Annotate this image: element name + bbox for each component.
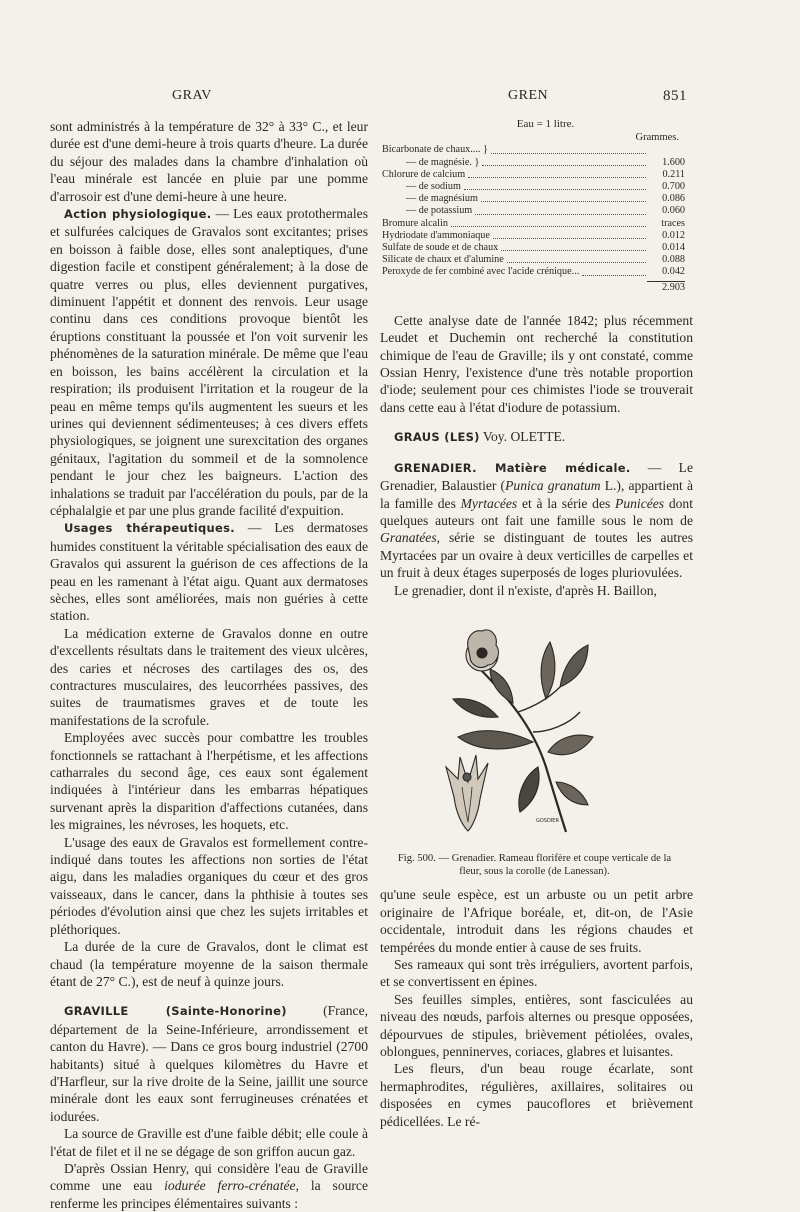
entry-heading-graus: GRAUS (LES) — [394, 430, 480, 445]
paragraph-baillon: Le grenadier, dont il n'existe, d'après H. Baillon, — [394, 582, 657, 598]
paragraph-analyse-1842: Cette analyse date de l'année 1842; plus récemment Leudet et Duchemin ont recherché la constitution chimique de l'eau de Graville; ils y ont constaté, comme Ossian Henry, l'existence d'une très notable proportion d'iode; seulement pour ces chimistes l'iode se trouverait dans cette eau à l'état d'iodure de potassium. — [380, 312, 693, 415]
table-row — [382, 205, 685, 217]
compound-name: Bicarbonate de chaux.... } — [382, 144, 488, 156]
table-row — [382, 193, 685, 205]
compound-name: Sulfate de soude et de chaux — [382, 242, 499, 254]
right-column — [380, 118, 693, 1130]
compound-value: 0.042 — [662, 266, 685, 278]
leader-dots — [481, 201, 646, 202]
leader-dots — [475, 214, 646, 215]
leader-dots — [464, 189, 646, 190]
grenadier-latin: Punica granatum — [505, 478, 601, 494]
grenadier-granatees: Granatées — [380, 530, 437, 546]
entry-heading-graville: GRAVILLE (Sainte-Honorine) — [64, 1004, 287, 1019]
compound-value: traces — [661, 217, 685, 229]
table-row — [382, 254, 685, 266]
compound-name: Peroxyde de fer combiné avec l'acide crénique... — [382, 266, 580, 278]
section-heading-action: Action physiologique. — [64, 207, 212, 222]
paragraph-duree-cure: La durée de la cure de Gravalos, dont le climat est chaud (la température moyenne de la saison thermale étant de 27° C.), est de neuf à quinze jours. — [50, 939, 368, 989]
paragraph-employees: Employées avec succès pour combattre les troubles fonctionnels se rattachant à l'herpétisme, et les affections catharrales du second âge, ces eaux sont également indiquées à l'intérieur dans les embarras hépatiques survenant après la disparition d'affections cutanées, dans les migraines, les névroses, les hoquets, etc. — [50, 730, 368, 833]
leader-dots — [582, 275, 646, 276]
paragraph-feuilles: Ses feuilles simples, entières, sont fasciculées au niveau des nœuds, parfois alternes ou presque opposées, dépourvues de stipules, brièvement pétiolées, ovales, oblongues, penninerves, coriaces, glabres et luisantes. — [380, 991, 693, 1059]
paragraph-rameaux: Ses rameaux qui sont très irréguliers, avortent parfois, et se convertissent en épines. — [380, 956, 693, 990]
table-row — [382, 144, 685, 156]
compound-name: Hydriodate d'ammoniaque — [382, 229, 490, 241]
leader-dots — [501, 250, 646, 251]
grenadier-text-a: — Le Grenadier, Balaustier ( — [380, 459, 693, 494]
section-heading-usages: Usages thérapeutiques. — [64, 521, 235, 536]
grenadier-text-e: , série se distinguant de toutes les autres Myrtacées par un ovaire à deux verticilles de carpelles et un fruit à deux étages superposés de loges pluriovulées. — [380, 530, 693, 581]
table-unit: Grammes. — [635, 132, 679, 144]
paragraph-fleurs: Les fleurs, d'un beau rouge écarlate, sont hermaphrodites, régulières, axillaires, solitaires ou disposées en cymes paucoflores et brièvement pédicellées. Le ré- — [380, 1061, 693, 1129]
compound-name: Bromure alcalin — [382, 217, 448, 229]
paragraph-medication-externe: La médication externe de Gravalos donne en outre d'excellents résultats dans le traitement des vieux ulcères, des caries et nécroses des cartilages des os, des contractures musculaires, des leucorrhées passives, des suites de traumatismes graves et de toute les manifestations de la scrofule. — [50, 625, 368, 728]
mineral-analysis-table — [382, 118, 685, 294]
paragraph-contre-indications: L'usage des eaux de Gravalos est formellement contre-indiqué dans toutes les affections non sorties de l'état aigu, dans les maladies organiques du cœur et des gros vaisseaux, dans le cancer, dans la phthisie à toutes ses périodes d'évolution ainsi que chez les sujets irritables et pléthoriques. — [50, 834, 368, 937]
graville-text: (France, département de la Seine-Inférieure, arrondissement et canton du Havre). — Dans ce gros bourg industriel (2700 habitants) situé à quelques kilomètres du Havre et d'Harfleur, sur la rive droite de la Seine, jaillit une source minérale dont les eaux sont ferrugineuses crénatées et iodurées. — [50, 1003, 368, 1124]
graus-text: Voy. OLETTE. — [479, 429, 566, 445]
table-row — [382, 169, 685, 181]
entry-heading-grenadier: GRENADIER. Matière médicale. — [394, 460, 631, 475]
paragraph-inhalation: sont administrés à la température de 32° à 33° C., et leur durée est d'une demi-heure à trois quarts d'heure. La durée du séjour des malades dans la chambre d'inhalation où l'eau minérale est lancée en pluie par une pomme d'arrosoir est d'une demi-heure à une heure. — [50, 119, 368, 204]
paragraph-source-graville: La source de Graville est d'une faible débit; elle coule à l'état de filet et il ne se dégage de son griffon aucun gaz. — [50, 1126, 368, 1159]
running-head-left: GRAV — [172, 88, 212, 103]
figure-grenadier — [380, 607, 693, 878]
compound-name: — de magnésie. } — [406, 156, 480, 168]
grenadier-text-d: dont quelques auteurs ont fait une famille sous le nom de — [380, 495, 694, 528]
figure-caption: Fig. 500. — Grenadier. Rameau florifère et coupe verticale de la fleur, sous la corolle (de Lanessan). — [397, 853, 672, 877]
table-row — [382, 181, 685, 193]
compound-name: — de sodium — [406, 181, 461, 193]
compound-value: 0.060 — [662, 205, 685, 217]
compound-name: — de potassium — [406, 205, 473, 217]
compound-value: 0.700 — [662, 181, 685, 193]
entry-graus — [380, 428, 693, 446]
compound-value: 0.211 — [662, 168, 685, 180]
table-total: 2.903 — [662, 281, 685, 293]
page-number: 851 — [663, 88, 687, 104]
left-column — [50, 118, 368, 1212]
leader-dots — [451, 226, 646, 227]
table-row — [382, 266, 685, 278]
grenadier-punicees: Punicées — [615, 495, 665, 511]
leader-dots — [468, 177, 646, 178]
compound-name: Silicate de chaux et d'alumine — [382, 254, 504, 266]
paragraph-usages — [50, 519, 368, 624]
compound-value: 1.600 — [662, 156, 685, 168]
entry-grenadier — [380, 459, 693, 582]
compound-value: 0.088 — [662, 254, 685, 266]
ossian-text-b: , la source renferme les principes élémentaires suivants : — [50, 1178, 369, 1211]
grenadier-text-c: et à la série des — [517, 495, 616, 511]
compound-value: 0.086 — [662, 193, 685, 205]
pomegranate-illustration — [438, 607, 598, 843]
table-title: Eau = 1 litre. — [516, 118, 575, 130]
engraver-signature: GOSDIER — [536, 817, 559, 824]
paragraph-ossian-henry — [50, 1160, 368, 1212]
leader-dots — [493, 238, 646, 239]
ossian-text-a: D'après Ossian Henry, qui considère l'eau de Graville comme une eau — [50, 1160, 368, 1194]
action-text: — Les eaux protothermales et sulfurées calciques de Gravalos sont excitantes; prises en boisson à faible dose, elles sont analeptiques, d'une digestion facile et constipent généralement; à la dose de quatre verres ou plus, elles deviennent purgatives, diminuent l'appétit et donnent des renvois. Leur usage continu dans ces conditions provoque bientôt les éruptions constituant la poussée et l'on voit survenir les phénomènes de la saturation minérale. De même que l'eau en boisson, les bains accélèrent la circulation et la respiration; ils produisent l'irritation et la rougeur de la peau en même temps qu'ils augmentent les sueurs et les urines qui deviennent sédimenteuses; à ces divers effets physiologiques, se joignent une surexcitation des organes génitaux, l'agitation du sommeil et de la somnolence pendant le jour chez les baigneurs. L'action des inhalations se traduit par l'accélération du pouls, par de la céphalalgie et par une plus grande facilité d'expuition. — [50, 206, 368, 518]
paragraph-action-physiologique — [50, 205, 368, 519]
compound-name: Chlorure de calcium — [382, 168, 466, 180]
table-row — [382, 218, 685, 230]
grenadier-myrtacees: Myrtacées — [460, 495, 518, 511]
ossian-italic: iodurée ferro-crénatée — [164, 1178, 296, 1194]
compound-name: — de magnésium — [406, 193, 478, 205]
leader-dots — [482, 165, 646, 166]
usages-text: — Les dermatoses humides constituent la véritable spécialisation des eaux de Gravalos qui assurent la guérison de ces affections de la peau en les ramenant à l'état aigu. Quant aux dermatoses sèches, elles sont améliorées, mais non guéries à cette station. — [50, 520, 368, 624]
table-row — [382, 242, 685, 254]
compound-value: 0.012 — [662, 229, 685, 241]
compound-value: 0.014 — [662, 242, 685, 254]
table-row — [382, 157, 685, 169]
leader-dots — [491, 153, 646, 154]
leader-dots — [507, 262, 646, 263]
paragraph-espece: qu'une seule espèce, est un arbuste ou un petit arbre originaire de l'Afrique boréale, et, dit-on, de l'Asie occidentale, introduit dans les régions chaudes et tempérées du monde entier à cause de ses fruits. — [380, 887, 693, 955]
entry-graville — [50, 1002, 368, 1125]
running-head-center: GREN — [508, 88, 549, 103]
table-row — [382, 230, 685, 242]
grenadier-text-b: L.), appartient à la famille des — [380, 478, 693, 511]
